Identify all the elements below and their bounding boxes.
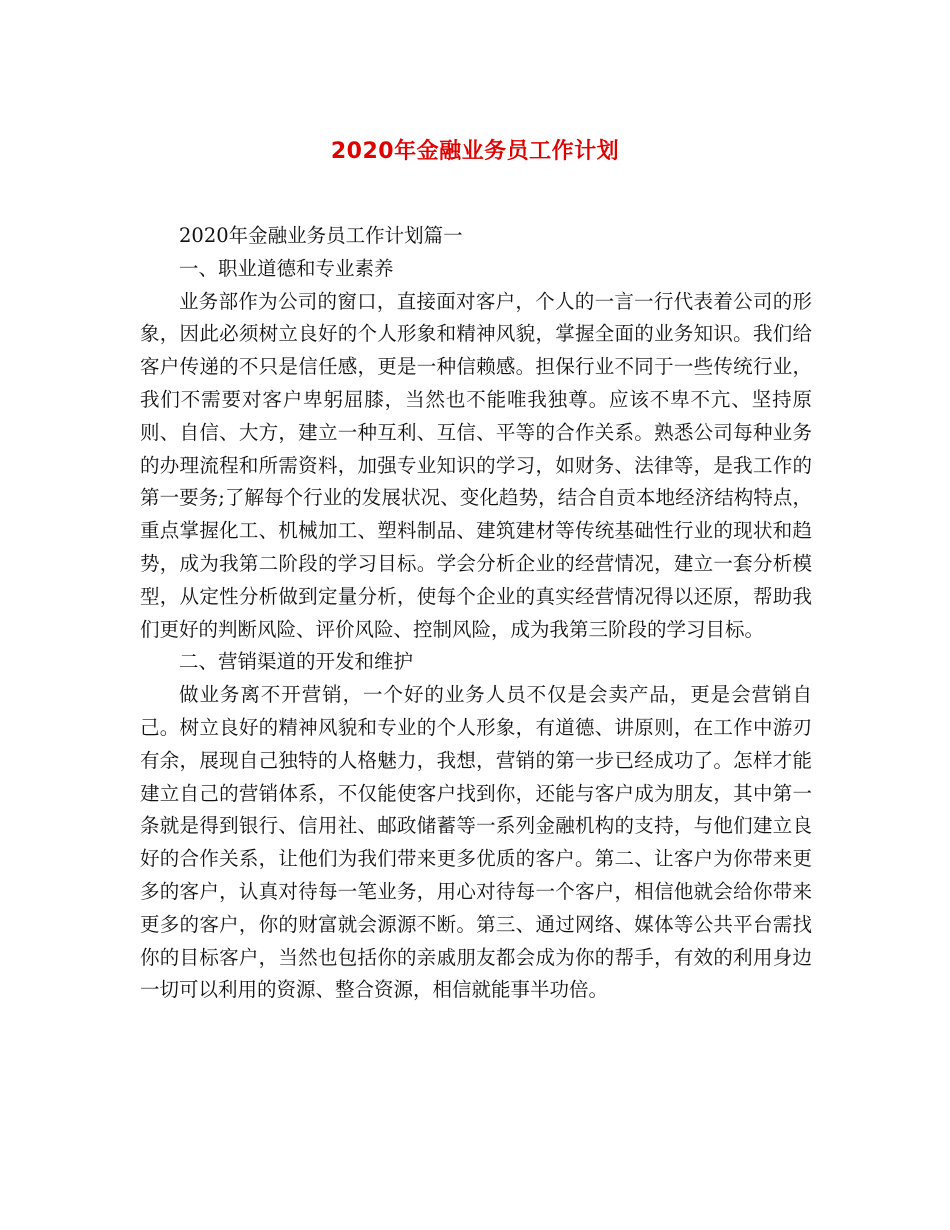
section-paragraph-1: 业务部作为公司的窗口，直接面对客户，个人的一言一行代表着公司的形象，因此必须树立良好的个人形象和精神风貌，掌握全面的业务知识。我们给客户传递的不只是信任感，更是一种信赖感。担保行业不同于一些传统行业，我们不需要对客户卑躬屈膝，当然也不能唯我独尊。应该不卑不亢、坚持原则、自信、大方，建立一种互利、互信、平等的合作关系。熟悉公司每种业务的办理流程和所需资料，加强专业知识的学习，如财务、法律等，是我工作的第一要务;了解每个行业的发展状况、变化趋势，结合自贡本地经济结构特点，重点掌握化工、机械加工、塑料制品、建筑建材等传统基础性行业的现状和趋势，成为我第二阶段的学习目标。学会分析企业的经营情况，建立一套分析模型，从定性分析做到定量分析，使每个企业的真实经营情况得以还原，帮助我们更好的判断风险、评价风险、控制风险，成为我第三阶段的学习目标。 [140,289,812,641]
section-heading-1: 一、职业道德和专业素养 [179,256,394,280]
section-paragraph-2: 做业务离不开营销，一个好的业务人员不仅是会卖产品，更是会营销自己。树立良好的精神风貌和专业的个人形象，有道德、讲原则，在工作中游刃有余，展现自己独特的人格魅力，我想，营销的第一步已经成功了。怎样才能建立自己的营销体系，不仅能使客户找到你，还能与客户成为朋友，其中第一条就是得到银行、信用社、邮政储蓄等一系列金融机构的支持，与他们建立良好的合作关系，让他们为我们带来更多优质的客户。第二、让客户为你带来更多的客户，认真对待每一笔业务，用心对待每一个客户，相信他就会给你带来更多的客户，你的财富就会源源不断。第三、通过网络、媒体等公共平台需找你的目标客户，当然也包括你的亲戚朋友都会成为你的帮手，有效的利用身边一切可以利用的资源、整合资源，相信就能事半功倍。 [140,683,812,1002]
document-body [140,220,812,1007]
document-subtitle: 2020年金融业务员工作计划篇一 [179,224,463,247]
document-title: 2020年金融业务员工作计划 [330,139,620,164]
section-heading-2: 二、营销渠道的开发和维护 [179,650,414,674]
